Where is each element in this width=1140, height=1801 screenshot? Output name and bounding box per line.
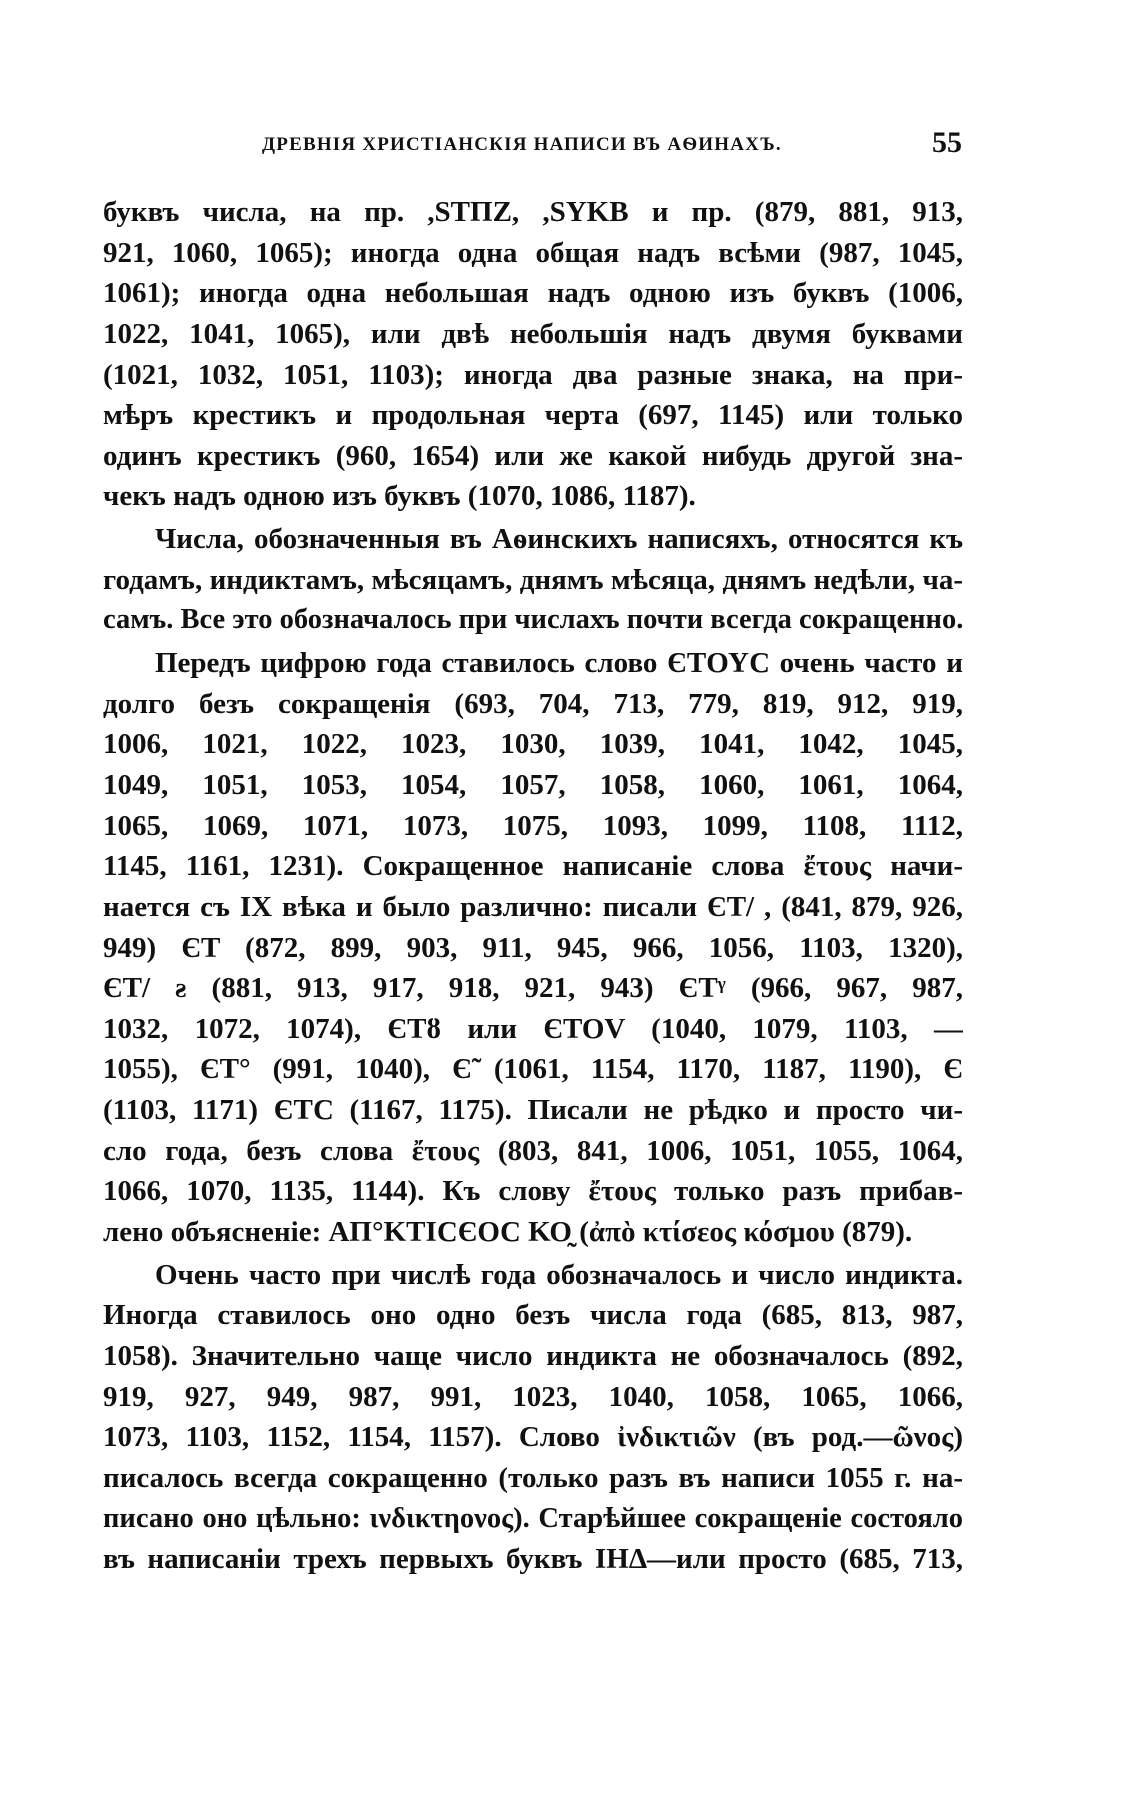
text-line: Иногда ставилось оно одно безъ числа года (685, 813, 987, bbox=[103, 1299, 963, 1332]
text-line: лено объясненіе: ΑΠ°ΚΤΙϹЄΟϹ ΚΟ̰ (ἀπὸ κτίσεος κόσμου (879). bbox=[103, 1216, 913, 1249]
page-number: 55 bbox=[932, 126, 962, 159]
text-line: одинъ крестикъ (960, 1654) или же какой нибудь другой зна- bbox=[103, 439, 963, 472]
text-line: 921, 1060, 1065); иногда одна общая надъ всѣми (987, 1045, bbox=[103, 236, 963, 269]
text-line: ЄΤ/ ƨ (881, 913, 917, 918, 921, 943) ЄΤᵞ (966, 967, 987, bbox=[103, 972, 963, 1005]
text-line: 1058). Значительно чаще число индикта не обозначалось (892, bbox=[103, 1339, 963, 1372]
text-line: самъ. Все это обозначалось при числахъ почти всегда сокращенно. bbox=[103, 604, 963, 636]
text-line: Очень часто при числѣ года обозначалось и число индикта. bbox=[155, 1258, 963, 1291]
text-line: сло года, безъ слова ἔτους (803, 841, 1006, 1051, 1055, 1064, bbox=[103, 1134, 963, 1167]
text-line: 1055), ЄΤ° (991, 1040), Є̃ (1061, 1154, 1170, 1187, 1190), Є bbox=[103, 1053, 963, 1086]
text-line: мѣръ крестикъ и продольная черта (697, 1145) или только bbox=[103, 399, 963, 432]
text-line: чекъ надъ одною изъ буквъ (1070, 1086, 1187). bbox=[103, 480, 696, 513]
text-line: (1103, 1171) ЄΤϹ (1167, 1175). Писали не рѣдко и просто чи- bbox=[103, 1094, 963, 1127]
text-line: 919, 927, 949, 987, 991, 1023, 1040, 1058, 1065, 1066, bbox=[103, 1380, 963, 1413]
body-text bbox=[103, 192, 963, 1580]
text-line: 1061); иногда одна небольшая надъ одною изъ буквъ (1006, bbox=[103, 277, 963, 310]
text-line: 1073, 1103, 1152, 1154, 1157). Слово ἰνδικτιῶν (въ род.—ῶνος) bbox=[103, 1421, 963, 1454]
text-line: 1022, 1041, 1065), или двѣ небольшія надъ двумя буквами bbox=[103, 317, 963, 350]
running-title: ДРЕВНІЯ ХРИСТІАНСКІЯ НАПИСИ ВЪ АѲИНАХЪ. bbox=[262, 134, 782, 155]
text-line: 1065, 1069, 1071, 1073, 1075, 1093, 1099, 1108, 1112, bbox=[103, 809, 963, 842]
text-line: 1006, 1021, 1022, 1023, 1030, 1039, 1041, 1042, 1045, bbox=[103, 728, 963, 761]
text-line: 1032, 1072, 1074), ЄΤȣ или ЄΤΟV (1040, 1079, 1103, — bbox=[103, 1012, 963, 1045]
text-line: Числа, обозначенныя въ Аѳинскихъ написяхъ, относятся къ bbox=[155, 523, 963, 556]
text-line: годамъ, индиктамъ, мѣсяцамъ, днямъ мѣсяца, днямъ недѣли, ча- bbox=[103, 563, 963, 596]
text-line: 1049, 1051, 1053, 1054, 1057, 1058, 1060, 1061, 1064, bbox=[103, 768, 963, 801]
text-line: 1145, 1161, 1231). Сокращенное написаніе слова ἔτους начи- bbox=[103, 850, 963, 883]
text-line: Передъ цифрою года ставилось слово ЄТΟΥϹ очень часто и bbox=[155, 647, 963, 680]
text-line: 949) ЄΤ (872, 899, 903, 911, 945, 966, 1056, 1103, 1320), bbox=[103, 931, 963, 964]
text-line: долго безъ сокращенія (693, 704, 713, 779, 819, 912, 919, bbox=[103, 687, 963, 720]
text-line: 1066, 1070, 1135, 1144). Къ слову ἔτους только разъ прибав- bbox=[103, 1175, 963, 1208]
text-line: нается съ IX вѣка и было различно: писали ЄΤ/ , (841, 879, 926, bbox=[103, 890, 963, 923]
text-line: писалось всегда сокращенно (только разъ въ написи 1055 г. на- bbox=[103, 1461, 963, 1494]
text-line: (1021, 1032, 1051, 1103); иногда два разные знака, на при- bbox=[103, 358, 963, 391]
text-line: буквъ числа, на пр. ,STΠZ, ,SYKB и пр. (879, 881, 913, bbox=[103, 196, 963, 228]
text-line: въ написаніи трехъ первыхъ буквъ ΙΗΔ—или просто (685, 713, bbox=[103, 1543, 963, 1576]
text-line: писано оно цѣльно: ινδικτηονος). Старѣйшее сокращеніе состояло bbox=[103, 1502, 963, 1534]
